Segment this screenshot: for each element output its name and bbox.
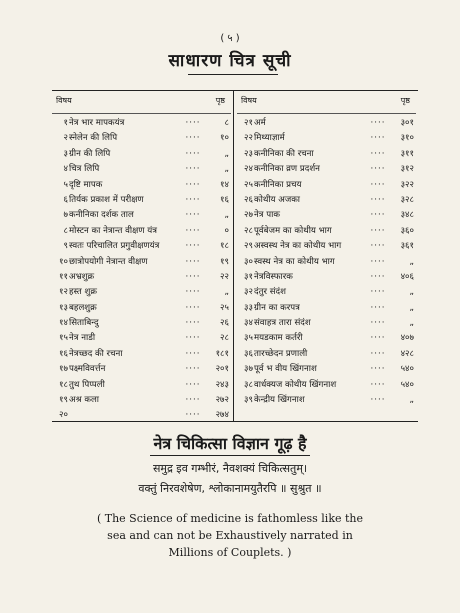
leader-dots: ···· bbox=[185, 118, 201, 128]
entry-number: २० bbox=[59, 410, 68, 421]
entry-number: २ bbox=[63, 133, 68, 144]
leader-dots: ···· bbox=[370, 133, 386, 144]
entry-number: २५ bbox=[244, 179, 253, 190]
entry-number: ३६ bbox=[244, 348, 253, 359]
leader-dots: ···· bbox=[370, 164, 386, 175]
entry-number: ३१ bbox=[244, 271, 253, 282]
leader-dots: ···· bbox=[185, 133, 201, 144]
index-column-right bbox=[237, 95, 416, 408]
index-entry-right bbox=[237, 224, 416, 239]
index-entry-left bbox=[52, 393, 231, 408]
index-entry-left bbox=[52, 331, 231, 346]
entry-page: ३१० bbox=[400, 133, 414, 144]
entry-page: ५४० bbox=[400, 379, 414, 390]
entry-page: २७४ bbox=[215, 410, 229, 421]
entry-page: „ bbox=[409, 256, 414, 267]
leader-dots: ···· bbox=[185, 395, 201, 406]
index-entry-left bbox=[52, 193, 231, 208]
leader-dots: ···· bbox=[370, 179, 386, 190]
sanskrit-verse-line-2: वक्तुं निरवशेषेण, श्लोकानामयुतैरपि ॥ सुश्रुत ॥ bbox=[138, 482, 322, 495]
motto-heading: नेत्र चिकित्सा विज्ञान गूढ़ है bbox=[153, 434, 307, 453]
entry-name: बहलशुक्र bbox=[69, 302, 97, 313]
index-entry-right bbox=[237, 270, 416, 285]
entry-name: मोस्टन का नेत्रान्त वीक्षण यंत्र bbox=[69, 225, 157, 236]
leader-dots: ···· bbox=[370, 395, 386, 406]
index-column-left bbox=[52, 95, 231, 424]
entry-page: ५४० bbox=[400, 364, 414, 375]
entry-number: १३ bbox=[59, 302, 68, 313]
entry-number: ३९ bbox=[244, 395, 253, 406]
index-entry-right bbox=[237, 147, 416, 162]
entry-name: अश्र कला bbox=[69, 395, 100, 406]
entry-page: ३०१ bbox=[400, 118, 414, 128]
entry-name: संवाहत्र तारा संदंश bbox=[254, 318, 311, 329]
entry-name: सिताबिन्दु bbox=[69, 318, 99, 329]
entry-name: तिर्यक प्रकाश में परीक्षण bbox=[69, 194, 144, 205]
leader-dots: ···· bbox=[185, 225, 201, 236]
index-entry-right bbox=[237, 116, 416, 131]
entry-name: नेत्रविस्फारक bbox=[254, 271, 293, 282]
header-row-left bbox=[52, 95, 231, 114]
entry-number: ३८ bbox=[244, 379, 253, 390]
entry-number: २४ bbox=[244, 164, 253, 175]
entry-page: २६ bbox=[220, 318, 229, 329]
entry-page: १६ bbox=[220, 194, 229, 205]
entry-number: ३४ bbox=[244, 318, 253, 329]
entry-name: तुथ पिप्पली bbox=[69, 379, 105, 390]
entry-number: ३७ bbox=[244, 364, 253, 375]
index-entry-right bbox=[237, 178, 416, 193]
entry-number: २७ bbox=[244, 210, 253, 221]
leader-dots: ···· bbox=[185, 194, 201, 205]
leader-dots: ···· bbox=[370, 287, 386, 298]
entry-number: १५ bbox=[59, 333, 68, 344]
entry-page: „ bbox=[224, 164, 229, 175]
entry-number: २६ bbox=[244, 194, 253, 205]
index-entry-right bbox=[237, 193, 416, 208]
leader-dots: ···· bbox=[185, 379, 201, 390]
leader-dots: ···· bbox=[370, 379, 386, 390]
entry-number: २२ bbox=[244, 133, 253, 144]
entry-number: २९ bbox=[244, 241, 253, 252]
index-entry-right bbox=[237, 131, 416, 146]
index-entry-right bbox=[237, 316, 416, 331]
index-entry-left bbox=[52, 116, 231, 131]
entry-page: ३२८ bbox=[400, 194, 414, 205]
index-entry-left bbox=[52, 178, 231, 193]
entry-number: ९ bbox=[63, 241, 68, 252]
index-entry-left bbox=[52, 378, 231, 393]
entry-page: २५ bbox=[220, 302, 229, 313]
index-entry-right bbox=[237, 347, 416, 362]
entry-number: २३ bbox=[244, 148, 253, 159]
leader-dots: ···· bbox=[185, 410, 201, 421]
header-subject-left: विषय bbox=[56, 96, 72, 105]
entry-name: कनीनिका व्रण प्रदर्शन bbox=[254, 164, 320, 175]
title-underline bbox=[188, 74, 278, 75]
header-subject-right: विषय bbox=[241, 96, 257, 105]
leader-dots: ···· bbox=[185, 256, 201, 267]
entry-name: कनीनिका दर्शक ताल bbox=[69, 210, 134, 221]
entry-page: ४०६ bbox=[400, 271, 414, 282]
leader-dots: ···· bbox=[370, 364, 386, 375]
index-entry-left bbox=[52, 147, 231, 162]
entry-page: „ bbox=[224, 148, 229, 159]
index-entry-left bbox=[52, 347, 231, 362]
entry-page: ३६० bbox=[400, 225, 414, 236]
index-entry-left bbox=[52, 224, 231, 239]
leader-dots: ···· bbox=[370, 348, 386, 359]
page-title: साधारण चित्र सूची bbox=[168, 51, 292, 71]
leader-dots: ···· bbox=[185, 210, 201, 221]
entry-number: ३० bbox=[244, 256, 253, 267]
entry-number: ४ bbox=[63, 164, 68, 175]
leader-dots: ···· bbox=[185, 179, 201, 190]
entry-number: ३५ bbox=[244, 333, 253, 344]
entry-name: कनीनिका की रचना bbox=[254, 148, 314, 159]
entry-number: ३३ bbox=[244, 302, 253, 313]
entry-page: ३६१ bbox=[400, 241, 414, 252]
entry-name: नेत्र भार मापकयंत्र bbox=[69, 118, 125, 128]
leader-dots: ···· bbox=[370, 225, 386, 236]
entry-page: ० bbox=[224, 225, 229, 236]
index-entry-left bbox=[52, 301, 231, 316]
header-page-left: पृष्ठ bbox=[215, 96, 225, 105]
index-entry-right bbox=[237, 162, 416, 177]
leader-dots: ···· bbox=[370, 210, 386, 221]
leader-dots: ···· bbox=[185, 318, 201, 329]
entry-number: १ bbox=[63, 118, 68, 128]
leader-dots: ···· bbox=[185, 241, 201, 252]
entry-page: १८ bbox=[220, 241, 229, 252]
entry-name: पूर्व भ वीय खिंगनाश bbox=[254, 364, 317, 375]
entry-number: १६ bbox=[59, 348, 68, 359]
leader-dots: ···· bbox=[370, 302, 386, 313]
entry-name: नेत्र नाडी bbox=[69, 333, 96, 344]
entry-number: १९ bbox=[59, 395, 68, 406]
index-entry-left bbox=[52, 285, 231, 300]
leader-dots: ···· bbox=[185, 164, 201, 175]
index-entry-right bbox=[237, 378, 416, 393]
english-line-2: sea and can not be Exhaustively narrated in bbox=[107, 529, 353, 542]
entry-page: २८ bbox=[220, 333, 229, 344]
entry-number: १७ bbox=[59, 364, 68, 375]
leader-dots: ···· bbox=[370, 194, 386, 205]
entry-name: दृष्टि मापक bbox=[69, 179, 103, 190]
entry-page: १४ bbox=[220, 179, 229, 190]
entry-page: „ bbox=[224, 210, 229, 221]
entry-name: छात्रोपयोगी नेत्रान्त वीक्षण bbox=[69, 256, 148, 267]
entry-page: „ bbox=[409, 318, 414, 329]
index-entry-left bbox=[52, 408, 231, 423]
header-page-right: पृष्ठ bbox=[400, 96, 410, 105]
entry-page: „ bbox=[409, 287, 414, 298]
english-line-3: Millions of Couplets. ) bbox=[168, 546, 292, 559]
index-entry-left bbox=[52, 362, 231, 377]
motto-underline bbox=[150, 455, 310, 456]
entry-number: १२ bbox=[59, 287, 68, 298]
entry-page: १८१ bbox=[215, 348, 229, 359]
leader-dots: ···· bbox=[185, 348, 201, 359]
entry-number: १० bbox=[59, 256, 68, 267]
entry-name: कोथीय अजका bbox=[254, 194, 301, 205]
entry-number: ५ bbox=[63, 179, 68, 190]
entry-number: ३२ bbox=[244, 287, 253, 298]
picture-index-table bbox=[52, 90, 418, 422]
entry-number: ८ bbox=[63, 225, 68, 236]
entry-page: १० bbox=[220, 133, 229, 144]
entry-page: ८ bbox=[224, 118, 229, 128]
entry-name: अर्म bbox=[254, 118, 266, 128]
index-entry-left bbox=[52, 255, 231, 270]
entry-page: ४०७ bbox=[400, 333, 414, 344]
entry-page: १९ bbox=[220, 256, 229, 267]
entry-name: स्वतः परिचालित प्रगुवीक्षणयंत्र bbox=[69, 241, 160, 252]
entry-page: ३२२ bbox=[400, 179, 414, 190]
entry-number: १४ bbox=[59, 318, 68, 329]
entry-name: ग्रीन की लिपि bbox=[69, 148, 111, 159]
entry-page: „ bbox=[409, 302, 414, 313]
entry-number: २८ bbox=[244, 225, 253, 236]
index-entry-right bbox=[237, 331, 416, 346]
entry-name: मयडकाम कर्तरी bbox=[254, 333, 303, 344]
leader-dots: ···· bbox=[185, 148, 201, 159]
leader-dots: ···· bbox=[370, 241, 386, 252]
leader-dots: ···· bbox=[370, 318, 386, 329]
entry-name: केन्द्रीय खिंगनाश bbox=[254, 395, 305, 406]
entry-name: तारच्छेदन प्रणाली bbox=[254, 348, 308, 359]
entry-name: पूर्वबेजम का कोथीय भाग bbox=[254, 225, 332, 236]
index-entry-left bbox=[52, 131, 231, 146]
entry-name: नेत्रच्छद की रचना bbox=[69, 348, 123, 359]
index-entry-left bbox=[52, 208, 231, 223]
entry-page: २४३ bbox=[215, 379, 229, 390]
entry-name: अस्वस्थ नेत्र का कोथीय भाग bbox=[254, 241, 342, 252]
leader-dots: ···· bbox=[370, 148, 386, 159]
entry-name: दंतुर संदंश bbox=[254, 287, 286, 298]
header-row-right bbox=[237, 95, 416, 114]
leader-dots: ···· bbox=[370, 333, 386, 344]
entry-page: २२ bbox=[220, 271, 229, 282]
index-entry-right bbox=[237, 208, 416, 223]
index-entry-left bbox=[52, 316, 231, 331]
entry-name: मिथ्याज्ञार्म bbox=[254, 133, 285, 144]
entry-name: ग्रीन का करपत्र bbox=[254, 302, 300, 313]
entry-page: २०१ bbox=[215, 364, 229, 375]
entry-name: वार्धक्यज कोथीय खिंगनाश bbox=[254, 379, 337, 390]
entry-name: कनीनिका प्रचय bbox=[254, 179, 302, 190]
entry-page: „ bbox=[409, 395, 414, 406]
leader-dots: ···· bbox=[185, 302, 201, 313]
entry-name: पक्ष्मविवर्त्तन bbox=[69, 364, 106, 375]
english-translation bbox=[50, 510, 410, 561]
column-divider bbox=[233, 91, 234, 421]
page-number: ( ५ ) bbox=[220, 33, 240, 44]
entry-name: नेत्र पाक bbox=[254, 210, 280, 221]
entry-page: ४२८ bbox=[400, 348, 414, 359]
index-entry-right bbox=[237, 255, 416, 270]
entry-number: ११ bbox=[59, 271, 68, 282]
entry-name: स्नेलेन की लिपि bbox=[69, 133, 118, 144]
index-entry-right bbox=[237, 285, 416, 300]
sanskrit-verse-line-1: समुद्र इव गम्भीरं, नैवशक्यं चिकित्सतुम्। bbox=[152, 462, 308, 475]
index-entry-right bbox=[237, 239, 416, 254]
entry-page: ३१२ bbox=[400, 164, 414, 175]
index-entry-left bbox=[52, 270, 231, 285]
entry-number: ६ bbox=[63, 194, 68, 205]
leader-dots: ···· bbox=[185, 271, 201, 282]
entry-name: हस्त शुक्र bbox=[69, 287, 97, 298]
leader-dots: ···· bbox=[370, 271, 386, 282]
leader-dots: ···· bbox=[185, 333, 201, 344]
entry-name: अभ्रशुक्र bbox=[69, 271, 95, 282]
entry-number: २१ bbox=[244, 118, 253, 128]
entry-name: स्वस्थ नेत्र का कोथीय भाग bbox=[254, 256, 335, 267]
leader-dots: ···· bbox=[370, 118, 386, 128]
english-line-1: ( The Science of medicine is fathomless like the bbox=[96, 512, 364, 525]
leader-dots: ···· bbox=[185, 364, 201, 375]
index-entry-left bbox=[52, 162, 231, 177]
index-entry-right bbox=[237, 393, 416, 408]
entry-name: चित्र लिपि bbox=[69, 164, 100, 175]
index-entry-right bbox=[237, 362, 416, 377]
leader-dots: ···· bbox=[370, 256, 386, 267]
entry-page: २७२ bbox=[215, 395, 229, 406]
entry-page: ३११ bbox=[400, 148, 414, 159]
entry-number: १८ bbox=[59, 379, 68, 390]
leader-dots: ···· bbox=[185, 287, 201, 298]
entry-number: ७ bbox=[63, 210, 68, 221]
index-entry-right bbox=[237, 301, 416, 316]
entry-number: ३ bbox=[63, 148, 68, 159]
index-entry-left bbox=[52, 239, 231, 254]
entry-page: „ bbox=[224, 287, 229, 298]
entry-page: ३४८ bbox=[400, 210, 414, 221]
